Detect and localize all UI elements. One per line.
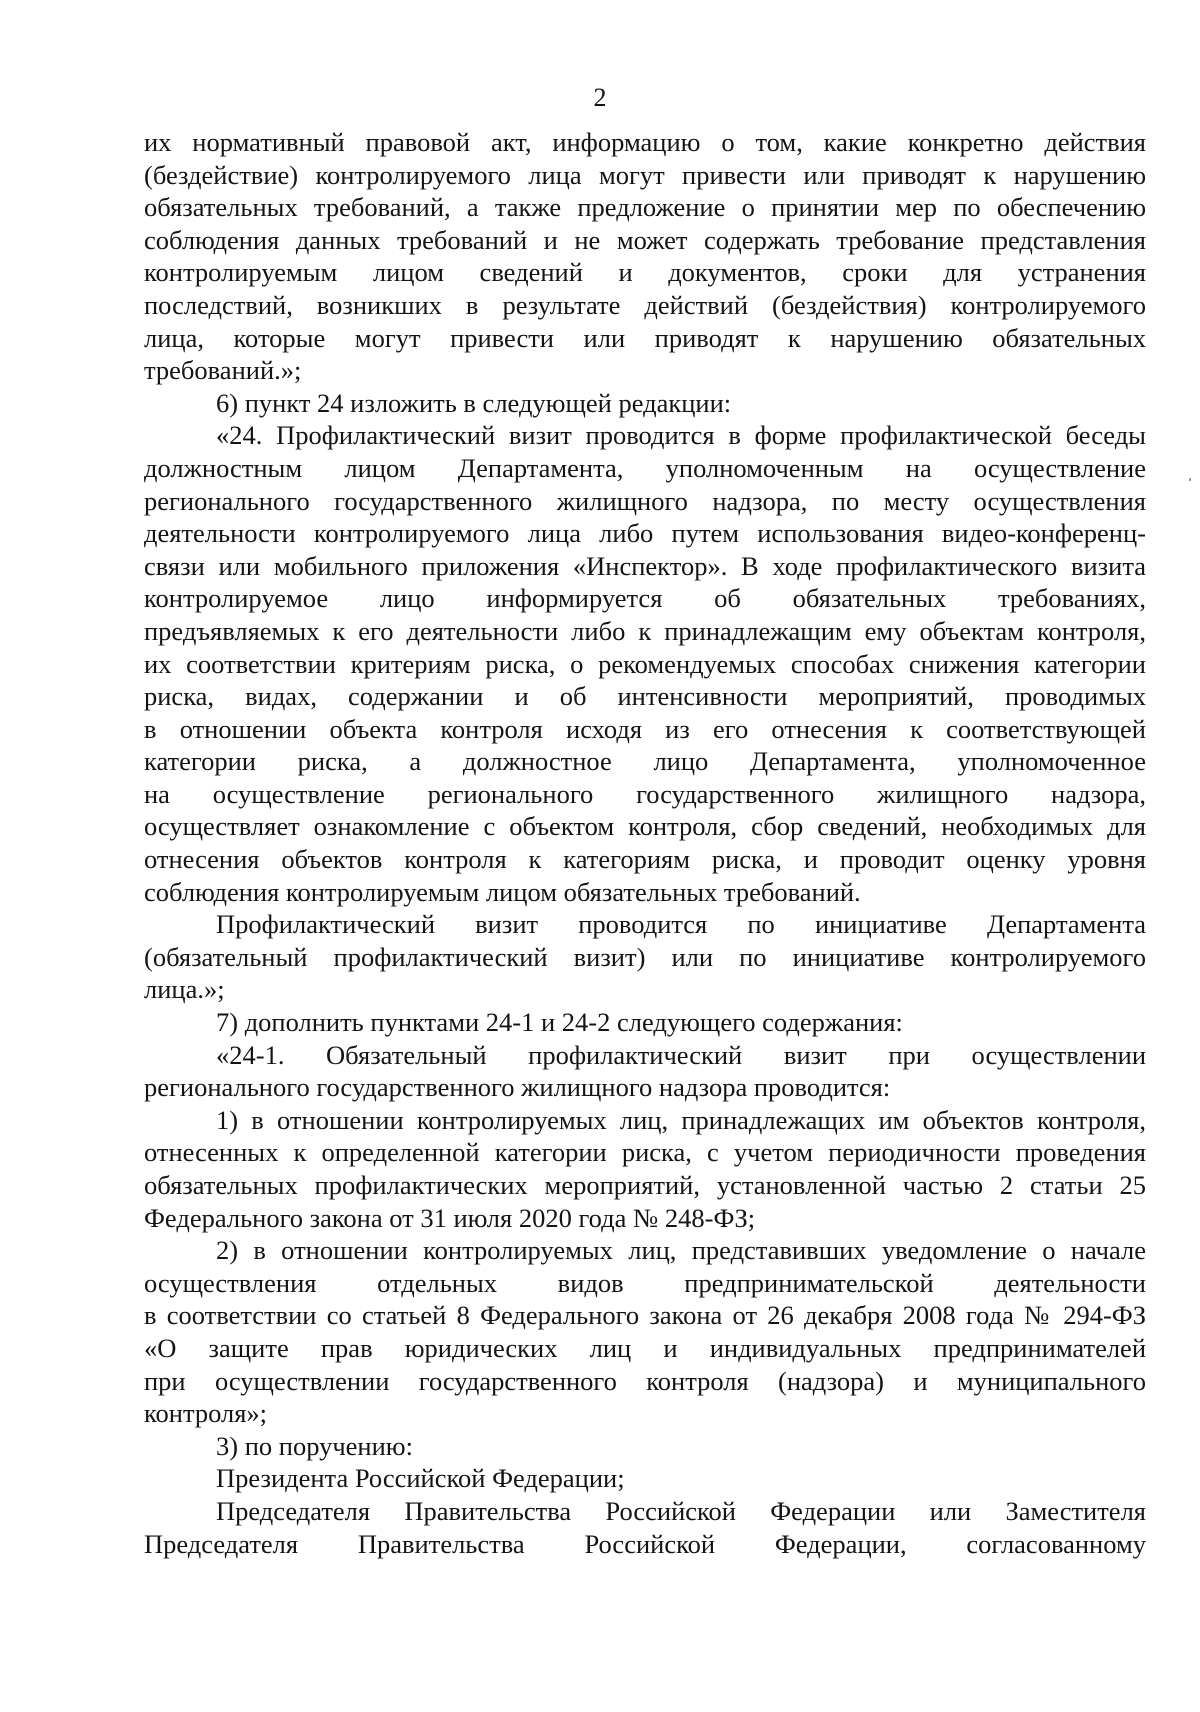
text-line: категории риска, а должностное лицо Департамента, уполномоченное: [144, 746, 1146, 777]
text-line: обязательных профилактических мероприятий, установленной частью 2 статьи 25: [144, 1170, 1146, 1200]
text-line: Председателя Правительства Российской Федерации, согласованному: [144, 1528, 1146, 1559]
text-line: (бездействие) контролируемого лица могут привести или приводят к нарушению: [144, 159, 1146, 190]
text-line: при осуществлении государственного контроля (надзора) и муниципального: [144, 1365, 1146, 1396]
text-line: осуществления отдельных видов предпринимательской деятельности: [144, 1267, 1146, 1298]
document-body: [144, 126, 1146, 1560]
text-line: Федерального закона от 31 июля 2020 года № 248-ФЗ;: [144, 1202, 756, 1233]
text-line: в отношении объекта контроля исходя из его отнесения к соответствующей: [144, 713, 1146, 744]
text-line: 6) пункт 24 изложить в следующей редакции:: [216, 387, 732, 418]
text-line: требований.»;: [144, 355, 302, 386]
text-line: «24. Профилактический визит проводится в форме профилактической беседы: [216, 420, 1146, 451]
text-line: лица, которые могут привести или приводят к нарушению обязательных: [144, 322, 1146, 353]
text-line: их нормативный правовой акт, информацию о том, какие конкретно действия: [144, 127, 1146, 157]
text-line: осуществляет ознакомление с объектом контроля, сбор сведений, необходимых для: [144, 811, 1146, 842]
text-line: последствий, возникших в результате действий (бездействия) контролируемого: [144, 289, 1146, 320]
text-line: контролируемым лицом сведений и документов, сроки для устранения: [144, 257, 1146, 288]
text-line: соблюдения контролируемым лицом обязательных требований.: [144, 876, 861, 907]
scan-speck: [1189, 478, 1191, 481]
text-line: «О защите прав юридических лиц и индивидуальных предпринимателей: [144, 1332, 1146, 1363]
text-line: связи или мобильного приложения «Инспектор». В ходе профилактического визита: [144, 550, 1146, 581]
text-line: «24-1. Обязательный профилактический визит при осуществлении: [216, 1039, 1146, 1070]
text-line: Председателя Правительства Российской Федерации или Заместителя: [216, 1495, 1146, 1526]
text-line: обязательных требований, а также предложение о принятии мер по обеспечению: [144, 192, 1146, 223]
text-line: отнесенных к определенной категории риска, с учетом периодичности проведения: [144, 1137, 1146, 1168]
text-line: 7) дополнить пунктами 24-1 и 24-2 следующего содержания:: [216, 1007, 903, 1038]
text-line: лица.»;: [144, 974, 225, 1005]
text-line: соблюдения данных требований и не может содержать требование представления: [144, 224, 1146, 255]
text-line: регионального государственного жилищного надзора, по месту осуществления: [144, 485, 1146, 516]
page-number: 2: [593, 83, 607, 112]
text-line: Президента Российской Федерации;: [216, 1463, 625, 1494]
text-line: отнесения объектов контроля к категориям риска, и проводит оценку уровня: [144, 844, 1146, 875]
text-line: деятельности контролируемого лица либо путем использования видео-конференц-: [144, 518, 1146, 549]
text-line: 1) в отношении контролируемых лиц, принадлежащих им объектов контроля,: [216, 1104, 1146, 1135]
text-line: 2) в отношении контролируемых лиц, представивших уведомление о начале: [216, 1235, 1146, 1266]
text-line: регионального государственного жилищного надзора проводится:: [144, 1072, 891, 1103]
text-line: контролируемое лицо информируется об обязательных требованиях,: [144, 583, 1146, 614]
text-line: предъявляемых к его деятельности либо к принадлежащим ему объектам контроля,: [144, 615, 1146, 646]
text-line: Профилактический визит проводится по инициативе Департамента: [216, 909, 1146, 940]
text-line: в соответствии со статьей 8 Федерального закона от 26 декабря 2008 года № 294-ФЗ: [144, 1300, 1146, 1331]
text-line: на осуществление регионального государственного жилищного надзора,: [144, 778, 1146, 809]
text-line: их соответствии критериям риска, о рекомендуемых способах снижения категории: [144, 648, 1146, 679]
text-line: контроля»;: [144, 1398, 268, 1429]
text-line: должностным лицом Департамента, уполномоченным на осуществление: [144, 452, 1146, 483]
text-line: риска, видах, содержании и об интенсивности мероприятий, проводимых: [144, 681, 1146, 712]
text-line: 3) по поручению:: [216, 1430, 413, 1461]
text-line: (обязательный профилактический визит) или по инициативе контролируемого: [144, 941, 1146, 972]
